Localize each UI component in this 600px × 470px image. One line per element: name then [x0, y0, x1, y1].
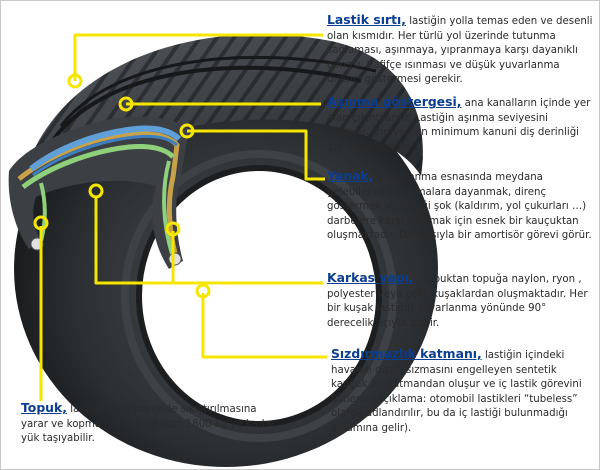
callout-yanak: [327, 169, 593, 244]
callout-title: Sızdırmazlık katmanı,: [331, 346, 482, 361]
callout-sizdirmazlik-katmani: [331, 347, 593, 437]
callout-title: Lastik sırtı,: [327, 12, 406, 27]
callout-text: lastiğin yolla temas eden ve desenli olan kısmıdır. Her türlü yol üzerinde tutunma sağlaması, aşınmaya, yıpranmaya karşı dayanıklı olması, hafifçe ısınması ve düşük yuvarlanma direnci göstermesi gerekir.: [327, 16, 593, 86]
callout-lastik-sirti: [327, 13, 593, 88]
callout-title: Topuk,: [21, 400, 67, 415]
callout-text: yuvarlanma esnasında meydana gelebilecek bozulmalara dayanmak, direnç göstermek ve lastiği şok (kaldırım, yol çukurları …) darbelere karşı korumak için esnek bir kauçuktan oluşmaktadır. Dolayısıyla bir amortisör görevi görür.: [327, 172, 592, 242]
callout-text: lastiğin içindeki havanın dışarı sızmasını engelleyen sentetik kauçuk bir katmandan oluşur ve iç lastik görevini üstlenir (Açıklama: otomobil lastikleri “tubeless” olarak adlandırılır, bu da iç lastiği bulunmadığı anlamına gelir).: [331, 350, 582, 434]
callout-title: Karkas yapı,: [327, 270, 414, 285]
callout-karkas-yapi: [327, 271, 593, 331]
callout-topuk: [21, 401, 283, 447]
callout-text: lastiğin jant üzerinde sıkıştırılmasına yarar ve kopma riski olmaksızın 1800 kg’ye kadar yük taşıyabilir.: [21, 404, 275, 445]
callout-title: Yanak,: [327, 168, 374, 183]
callout-text: , topuktan topuğa naylon, ryon , polyester veya çelik kuşaklardan oluşmaktadır. Her bir kuşak lastiğin yuvarlanma yönünde 90° derecelik açıyla dizilir.: [327, 274, 588, 329]
callout-text: ana kanalların içinde yer alan çıkıntılardır. Lastiğin aşınma seviyesini gösterir. İzin verilen minimum kanuni diş derinliği 1,6 milimetredir.: [327, 98, 591, 153]
callout-asinma-gostergesi: [327, 95, 593, 155]
callout-title: Aşınma göstergesi,: [327, 94, 462, 109]
